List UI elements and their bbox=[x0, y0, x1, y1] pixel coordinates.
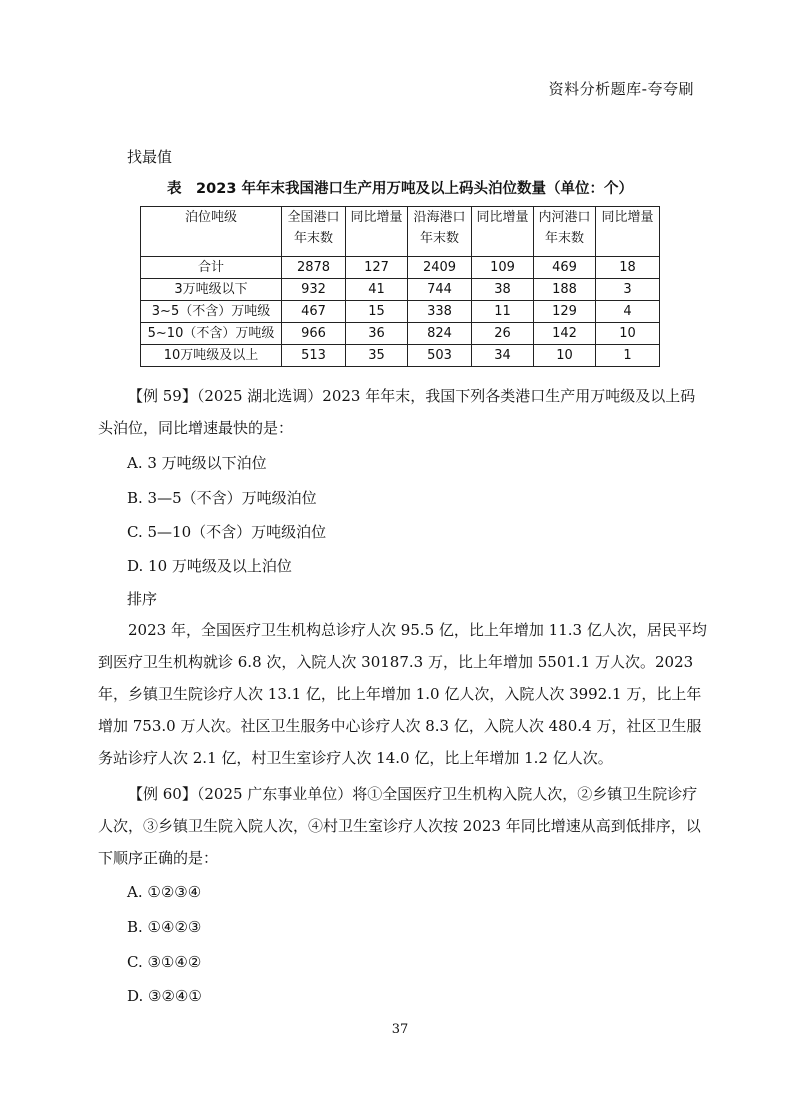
table-cell: 36 bbox=[346, 323, 408, 345]
section-label-find-extreme: 找最值 bbox=[127, 148, 173, 166]
table-cell: 142 bbox=[534, 323, 596, 345]
table-cell: 503 bbox=[408, 345, 472, 367]
question-59-option-c[interactable]: C. 5—10（不含）万吨级泊位 bbox=[127, 523, 327, 541]
table-row bbox=[141, 301, 660, 323]
passage-medical-stats: 2023 年，全国医疗卫生机构总诊疗人次 95.5 亿，比上年增加 11.3 亿人次，居民平均到医疗卫生机构就诊 6.8 次，入院人次 30187.3 万，比上年增加 5501.1 万人次。2023 年，乡镇卫生院诊疗人次 13.1 亿，比上年增加 1.0 亿人次，入院人次 3992.1 万，比上年增加 753.0 万人次。社区卫生服务中心诊疗人次 8.3 亿，入院人次 480.4 万，社区卫生服务站诊疗人次 2.1 亿，村卫生室诊疗人次 14.0 亿，比上年增加 1.2 亿人次。 bbox=[98, 621, 707, 767]
table-cell: 127 bbox=[346, 257, 408, 279]
table-cell: 3万吨级以下 bbox=[141, 279, 282, 301]
table-cell: 5~10（不含）万吨级 bbox=[141, 323, 282, 345]
table-cell: 744 bbox=[408, 279, 472, 301]
section-label-sort: 排序 bbox=[127, 590, 158, 608]
table-cell: 2878 bbox=[282, 257, 346, 279]
table-header-cell: 同比增量 bbox=[596, 207, 660, 257]
table-header-row bbox=[141, 207, 660, 257]
table-cell: 3 bbox=[596, 279, 660, 301]
table-cell: 26 bbox=[472, 323, 534, 345]
table-cell: 10 bbox=[534, 345, 596, 367]
table-cell: 10 bbox=[596, 323, 660, 345]
table-cell: 513 bbox=[282, 345, 346, 367]
table-cell: 1 bbox=[596, 345, 660, 367]
table-header-cell: 泊位吨级 bbox=[141, 207, 282, 257]
table-cell: 2409 bbox=[408, 257, 472, 279]
table-cell: 11 bbox=[472, 301, 534, 323]
table-cell: 467 bbox=[282, 301, 346, 323]
table-caption: 表 2023 年年末我国港口生产用万吨及以上码头泊位数量（单位：个） bbox=[167, 181, 633, 197]
table-header-cell: 内河港口年末数 bbox=[534, 207, 596, 257]
table-cell: 34 bbox=[472, 345, 534, 367]
question-60-stem: 【例 60】（2025 广东事业单位）将①全国医疗卫生机构入院人次，②乡镇卫生院诊疗人次，③乡镇卫生院入院人次，④村卫生室诊疗人次按 2023 年同比增速从高到低排序，以下顺序正确的是： bbox=[98, 785, 701, 867]
table-header-cell: 沿海港口年末数 bbox=[408, 207, 472, 257]
question-60-option-b[interactable]: B. ①④②③ bbox=[127, 918, 202, 936]
table-cell: 469 bbox=[534, 257, 596, 279]
table-cell: 129 bbox=[534, 301, 596, 323]
table-header-cell: 同比增量 bbox=[346, 207, 408, 257]
table-cell: 824 bbox=[408, 323, 472, 345]
table-row bbox=[141, 345, 660, 367]
question-59-option-a[interactable]: A. 3 万吨级以下泊位 bbox=[127, 454, 267, 472]
table-cell: 338 bbox=[408, 301, 472, 323]
table-cell: 10万吨级及以上 bbox=[141, 345, 282, 367]
table-cell: 15 bbox=[346, 301, 408, 323]
table-row bbox=[141, 323, 660, 345]
table-cell: 966 bbox=[282, 323, 346, 345]
berth-table bbox=[140, 206, 660, 367]
table-cell: 188 bbox=[534, 279, 596, 301]
page-number: 37 bbox=[391, 1022, 409, 1037]
table-row bbox=[141, 257, 660, 279]
table-header-cell: 同比增量 bbox=[472, 207, 534, 257]
table-cell: 4 bbox=[596, 301, 660, 323]
table-row bbox=[141, 279, 660, 301]
question-60-option-d[interactable]: D. ③②④① bbox=[127, 987, 202, 1005]
question-60-option-c[interactable]: C. ③①④② bbox=[127, 953, 202, 971]
question-59-option-d[interactable]: D. 10 万吨级及以上泊位 bbox=[127, 557, 292, 575]
table-header-cell: 全国港口年末数 bbox=[282, 207, 346, 257]
table-cell: 109 bbox=[472, 257, 534, 279]
table-cell: 932 bbox=[282, 279, 346, 301]
question-60-option-a[interactable]: A. ①②③④ bbox=[127, 883, 202, 901]
table-cell: 18 bbox=[596, 257, 660, 279]
table-cell: 41 bbox=[346, 279, 408, 301]
table-cell: 合计 bbox=[141, 257, 282, 279]
question-59-option-b[interactable]: B. 3—5（不含）万吨级泊位 bbox=[127, 489, 317, 507]
running-header: 资料分析题库-夸夸刷 bbox=[548, 80, 694, 98]
question-59-stem: 【例 59】（2025 湖北选调）2023 年年末，我国下列各类港口生产用万吨级及以上码头泊位，同比增速最快的是： bbox=[98, 387, 696, 437]
table-cell: 35 bbox=[346, 345, 408, 367]
table-cell: 3~5（不含）万吨级 bbox=[141, 301, 282, 323]
table-cell: 38 bbox=[472, 279, 534, 301]
